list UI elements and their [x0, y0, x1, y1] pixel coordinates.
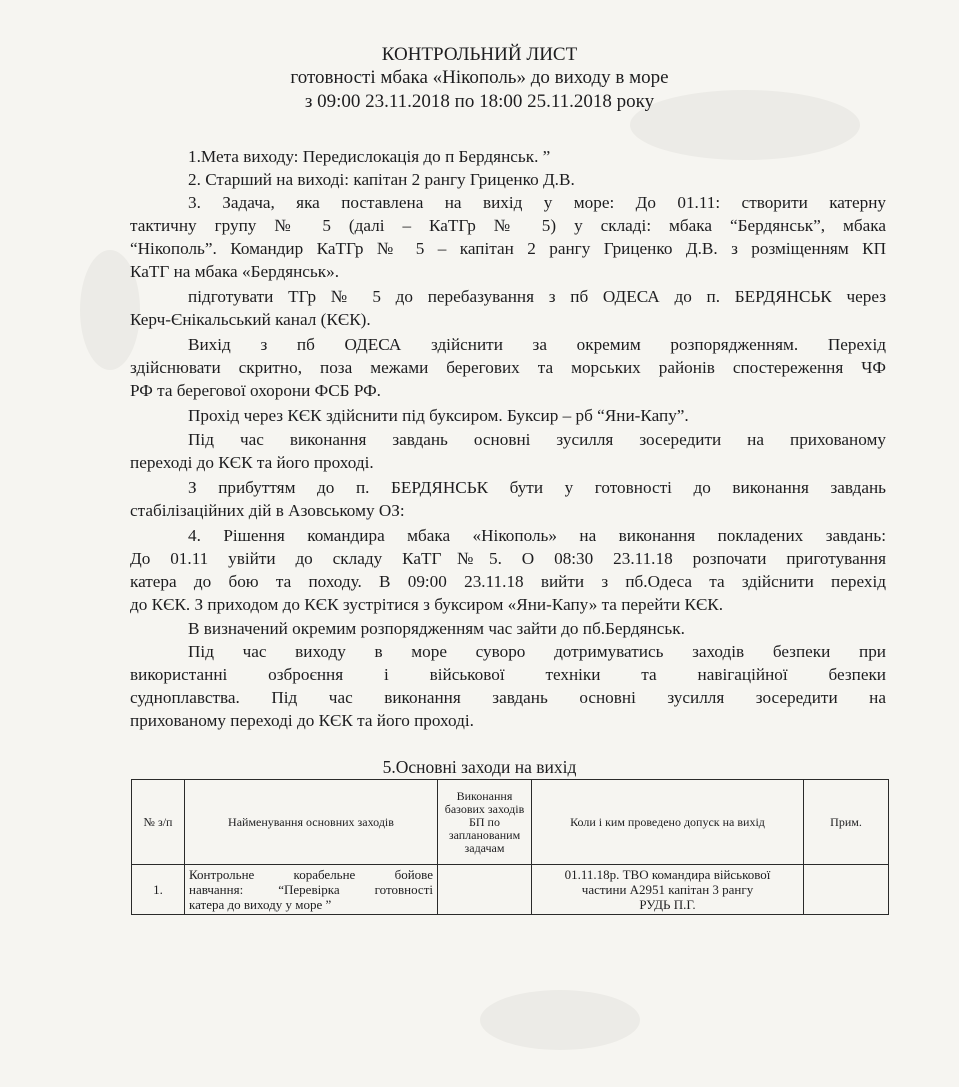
paragraph-decision-line: 4. Рішення командира мбака «Нікополь» на виконання покладених завдань:: [188, 526, 886, 545]
paragraph-task-line: КаТГ на мбака «Бердянськ».: [130, 262, 340, 281]
paragraph-exit-line: здійснювати скритно, поза межами берегових та морських районів спостереження ЧФ: [130, 358, 886, 377]
paragraph-arrival-line: стабілізаційних дій в Азовському ОЗ:: [130, 501, 405, 520]
paragraph-exit-line: РФ та берегової охорони ФСБ РФ.: [130, 381, 381, 400]
paragraph-goal: 1.Мета виходу: Передислокація до п Бердянськ. ”: [188, 147, 551, 166]
document-period: з 09:00 23.11.2018 по 18:00 25.11.2018 року: [304, 91, 655, 112]
paragraph-berdiansk: В визначений окремим розпорядженням час зайти до пб.Бердянськ.: [188, 619, 685, 638]
cell-done: [438, 865, 532, 915]
cell-when-line: частини А2951 капітан 3 рангу: [581, 882, 754, 897]
document-subtitle: готовності мбака «Нікополь» до виходу в море: [290, 67, 669, 88]
paragraph-safety-line: використанні озброєння і військової техніки та навігаційної безпеки: [130, 665, 886, 684]
header-name: Найменування основних заходів: [185, 780, 438, 865]
paragraph-task-line: “Нікополь”. Командир КаТГр № 5 – капітан 2 рангу Гриценко Д.В. з розміщенням КП: [130, 239, 886, 258]
paragraph-safety-line: судноплавства. Під час виконання завдань основні зусилля зосередити на: [130, 688, 886, 707]
paragraph-prepare-line: Керч-Єнікальський канал (КЄК).: [130, 310, 371, 329]
header-num: № з/п: [132, 780, 185, 865]
paragraph-senior: 2. Старший на виході: капітан 2 рангу Гриценко Д.В.: [188, 170, 575, 189]
header-when: Коли і ким проведено допуск на вихід: [532, 780, 804, 865]
paragraph-safety-line: Під час виходу в море суворо дотримуватись заходів безпеки при: [188, 642, 886, 661]
cell-name-line: Контрольне корабельне бойове: [189, 867, 433, 882]
paragraph-decision-line: катера до бою та походу. В 09:00 23.11.18 вийти з пб.Одеса та здійснити перехід: [130, 572, 886, 591]
paragraph-effort-line: Під час виконання завдань основні зусилля зосередити на прихованому: [188, 430, 886, 449]
header-note: Прим.: [804, 780, 889, 865]
paragraph-effort-line: переході до КЄК та його проході.: [130, 453, 374, 472]
paragraph-decision-line: До 01.11 увійти до складу КаТГ№5. О 08:30 23.11.18 розпочати приготування: [130, 549, 886, 568]
paragraph-decision-line: до КЄК. З приходом до КЄК зустрітися з буксиром «Яни-Капу» та перейти КЄК.: [130, 595, 724, 614]
paragraph-arrival-line: З прибуттям до п. БЕРДЯНСЬК бути у готовності до виконання завдань: [188, 478, 886, 497]
cell-name-line: катера до виходу у море ”: [189, 897, 332, 912]
table-row: [132, 865, 889, 915]
section-title: 5.Основні заходи на вихід: [382, 757, 577, 777]
paragraph-safety-line: прихованому переході до КЄК та його проході.: [130, 711, 474, 730]
header-done: Виконання базових заходів БП по запланованим задачам: [438, 780, 532, 865]
cell-num: 1.: [132, 865, 185, 915]
paragraph-passage: Прохід через КЄК здійснити під буксиром. Буксир – рб “Яни-Капу”.: [188, 406, 689, 425]
measures-table: [131, 779, 889, 915]
cell-name-line: навчання: “Перевірка готовності: [189, 882, 433, 897]
cell-note: [804, 865, 889, 915]
scan-smudge: [480, 990, 640, 1050]
paragraph-exit-line: Вихід з пб ОДЕСА здійснити за окремим розпорядженням. Перехід: [188, 335, 886, 354]
paragraph-task-line: 3. Задача, яка поставлена на вихід у море: До 01.11: створити катерну: [188, 193, 886, 212]
cell-name: [185, 865, 438, 915]
cell-when-line: 01.11.18р. ТВО командира військової: [564, 867, 771, 882]
document-title: КОНТРОЛЬНИЙ ЛИСТ: [381, 44, 578, 65]
cell-when: [532, 865, 804, 915]
paragraph-task-line: тактичну групу № 5 (далі – КаТГр № 5) у складі: мбака “Бердянськ”, мбака: [130, 216, 886, 235]
paragraph-prepare-line: підготувати ТГр № 5 до перебазування з пб ОДЕСА до п. БЕРДЯНСЬК через: [188, 287, 886, 306]
table-header-row: [132, 780, 889, 865]
cell-when-line: РУДЬ П.Г.: [639, 897, 696, 912]
